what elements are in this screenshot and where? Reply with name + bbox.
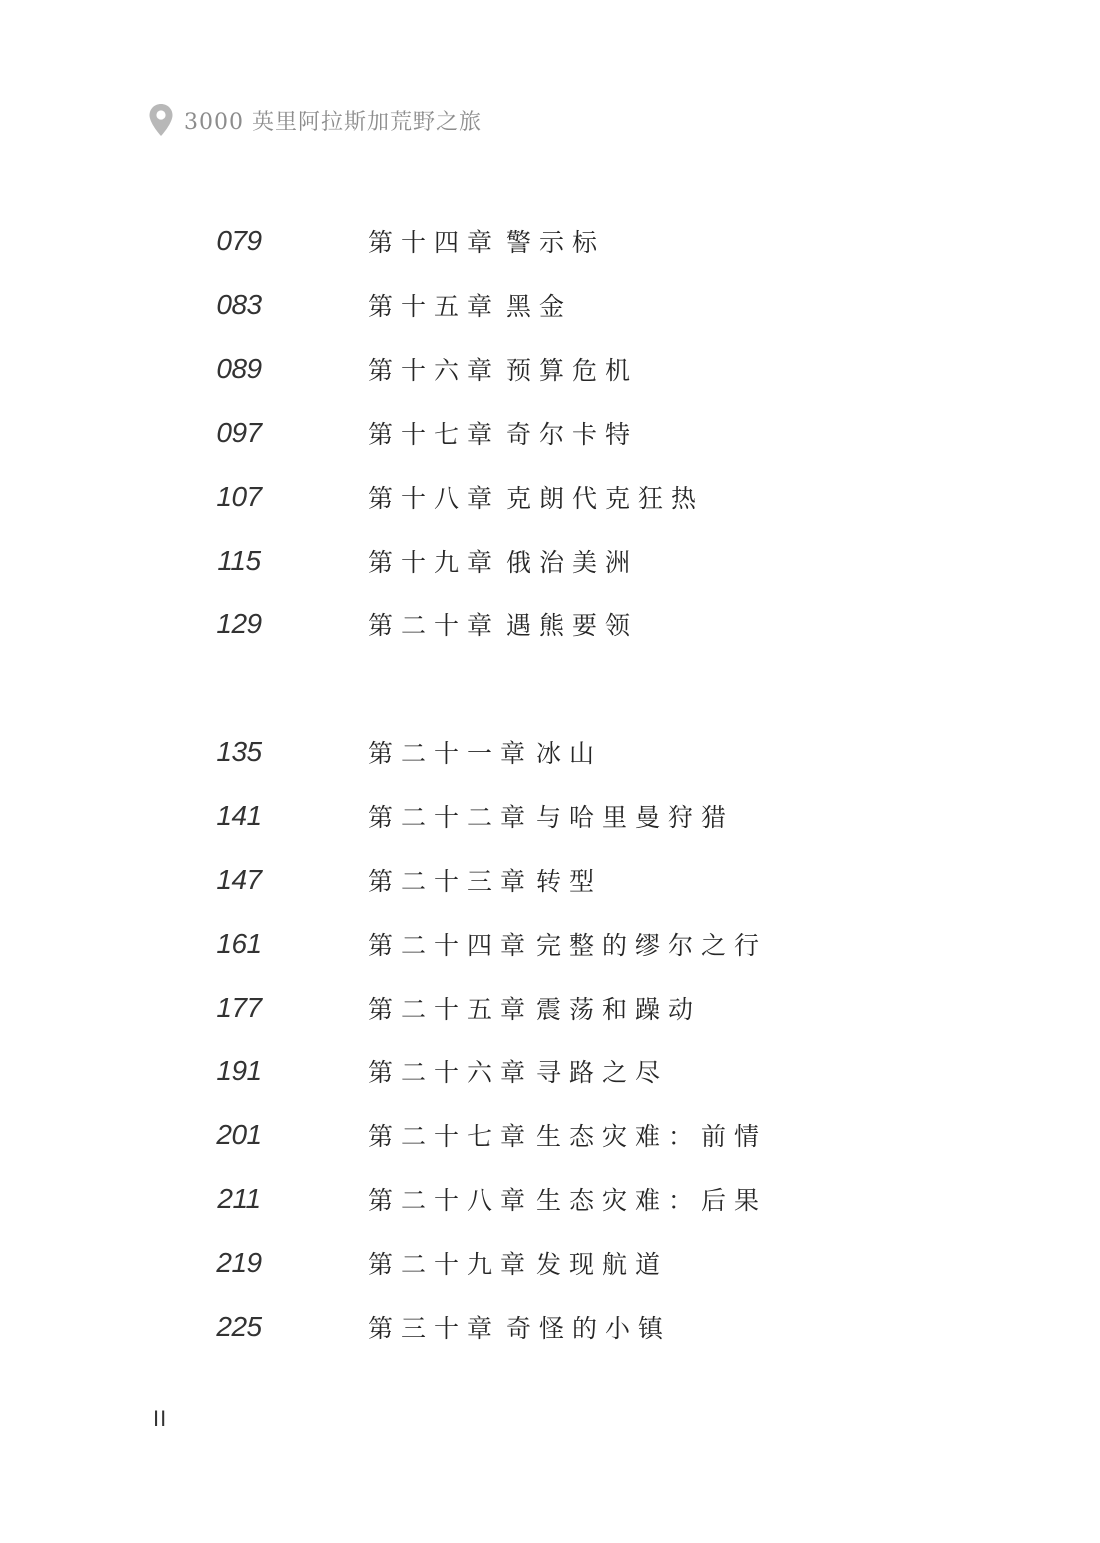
toc-chapter-title: 发现航道 xyxy=(536,1250,669,1279)
toc-page-number: 141 xyxy=(216,800,262,831)
toc-chapter-title: 与哈里曼狩猎 xyxy=(536,803,735,832)
toc-chapter-number: 第十四章 xyxy=(368,228,501,257)
toc-entry[interactable] xyxy=(0,285,1100,325)
toc-chapter-title: 震荡和躁动 xyxy=(536,995,702,1024)
toc-page-number: 089 xyxy=(216,353,262,384)
toc-chapter-title: 生态灾难：前情 xyxy=(536,1122,768,1151)
toc-chapter-number: 第二十四章 xyxy=(368,931,534,960)
toc-chapter-title: 克朗代克狂热 xyxy=(506,484,705,513)
toc-entry[interactable] xyxy=(0,796,1100,836)
toc-chapter-title: 生态灾难：后果 xyxy=(536,1186,768,1215)
toc-entry[interactable] xyxy=(0,349,1100,389)
toc-page-number: 079 xyxy=(216,225,262,256)
toc-entry[interactable] xyxy=(0,221,1100,261)
toc-chapter-title: 奇怪的小镇 xyxy=(506,1314,672,1343)
toc-chapter-number: 第十五章 xyxy=(368,292,501,321)
toc-chapter-number: 第二十九章 xyxy=(368,1250,534,1279)
toc-chapter-title: 黑金 xyxy=(506,292,573,321)
book-title: 3000 英里阿拉斯加荒野之旅 xyxy=(184,109,482,135)
toc-entry[interactable] xyxy=(0,1307,1100,1347)
toc-chapter-title: 俄治美洲 xyxy=(506,548,639,577)
toc-chapter-number: 第二十二章 xyxy=(368,803,534,832)
toc-chapter-title: 遇熊要领 xyxy=(506,611,639,640)
toc-entry[interactable] xyxy=(0,860,1100,900)
toc-chapter-number: 第十七章 xyxy=(368,420,501,449)
toc-chapter-number: 第二十一章 xyxy=(368,739,534,768)
toc-page-number: 107 xyxy=(216,481,262,512)
toc-chapter-number: 第二十章 xyxy=(368,611,501,640)
toc-page-number: 097 xyxy=(216,417,262,448)
toc-chapter-number: 第三十章 xyxy=(368,1314,501,1343)
toc-entry[interactable] xyxy=(0,988,1100,1028)
toc-chapter-number: 第十六章 xyxy=(368,356,501,385)
toc-chapter-number: 第十九章 xyxy=(368,548,501,577)
toc-chapter-number: 第十八章 xyxy=(368,484,501,513)
toc-page-number: 177 xyxy=(216,992,262,1023)
toc-page-number: 147 xyxy=(216,864,262,895)
toc-page-number: 161 xyxy=(216,928,262,959)
toc-page-number: 135 xyxy=(216,736,262,767)
toc-chapter-title: 寻路之尽 xyxy=(536,1058,669,1087)
toc-entry[interactable] xyxy=(0,477,1100,517)
toc-entry[interactable] xyxy=(0,924,1100,964)
toc-chapter-number: 第二十五章 xyxy=(368,995,534,1024)
toc-entry[interactable] xyxy=(0,732,1100,772)
toc-entry[interactable] xyxy=(0,541,1100,581)
page-folio: II xyxy=(153,1406,168,1431)
toc-page-number: 115 xyxy=(217,545,261,576)
toc-chapter-title: 完整的缪尔之行 xyxy=(536,931,768,960)
toc-entry[interactable] xyxy=(0,1243,1100,1283)
toc-page-number: 201 xyxy=(216,1119,262,1150)
toc-entry[interactable] xyxy=(0,604,1100,644)
toc-chapter-number: 第二十三章 xyxy=(368,867,534,896)
toc-page-number: 211 xyxy=(217,1183,261,1214)
toc-page-number: 129 xyxy=(216,608,262,639)
toc-entry[interactable] xyxy=(0,1115,1100,1155)
toc-page-number: 083 xyxy=(216,289,262,320)
toc-page-number: 225 xyxy=(216,1311,262,1342)
toc-chapter-title: 奇尔卡特 xyxy=(506,420,639,449)
toc-chapter-title: 转型 xyxy=(536,867,603,896)
toc-entry[interactable] xyxy=(0,1051,1100,1091)
toc-chapter-number: 第二十六章 xyxy=(368,1058,534,1087)
toc-page-number: 191 xyxy=(216,1055,262,1086)
toc-page-number: 219 xyxy=(216,1247,262,1278)
toc-entry[interactable] xyxy=(0,413,1100,453)
toc-chapter-title: 预算危机 xyxy=(506,356,639,385)
toc-chapter-title: 冰山 xyxy=(536,739,603,768)
toc-chapter-number: 第二十八章 xyxy=(368,1186,534,1215)
toc-chapter-title: 警示标 xyxy=(506,228,606,257)
toc-chapter-number: 第二十七章 xyxy=(368,1122,534,1151)
toc-entry[interactable] xyxy=(0,1179,1100,1219)
